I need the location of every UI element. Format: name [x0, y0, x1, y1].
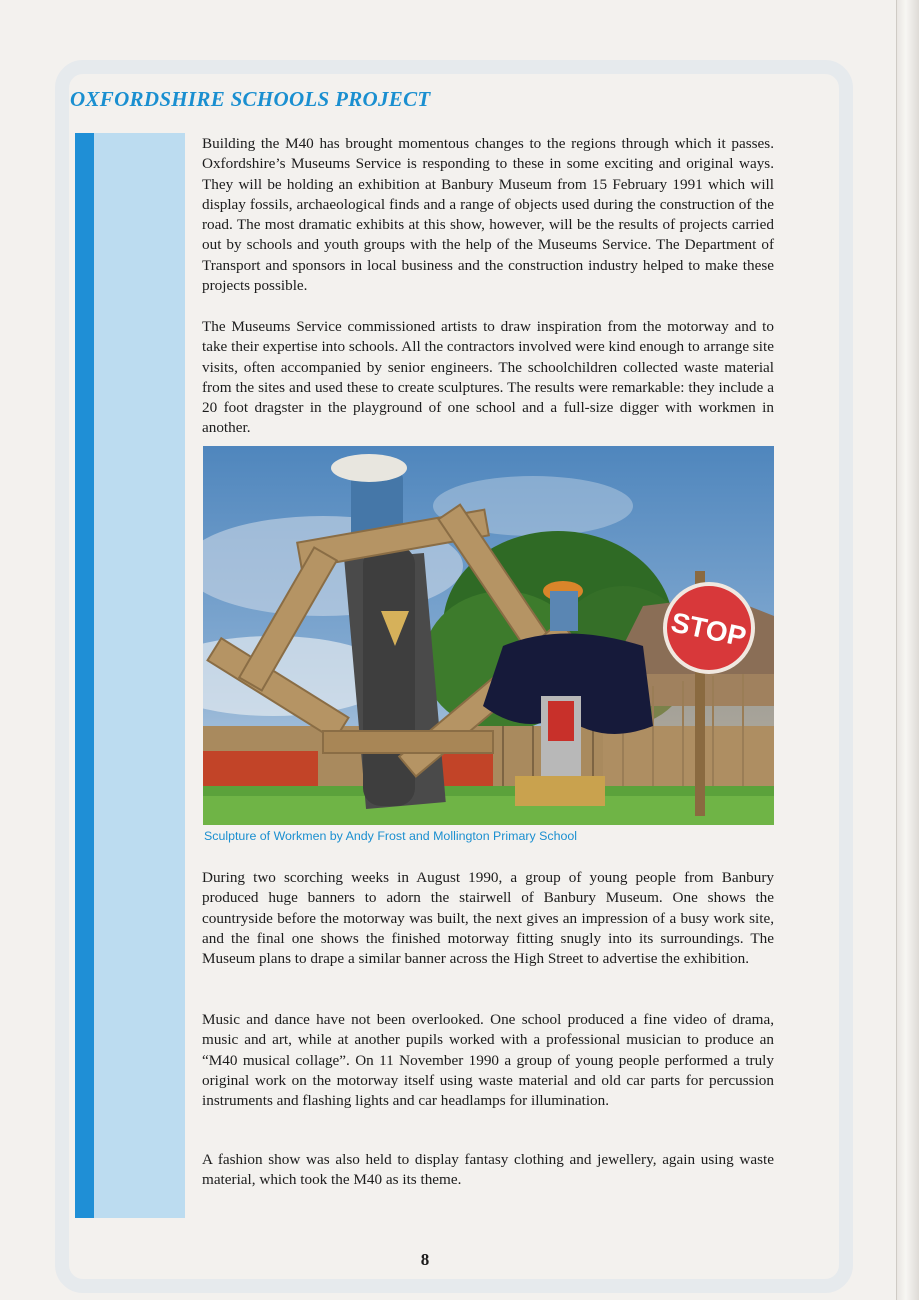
paragraph-artists: The Museums Service commissioned artists to draw inspiration from the motorway and to take their expertise into schools. All the contractors involved were kind enough to arrange site visits, often accompanied by senior engineers. The schoolchildren collected waste material from the sites and used these to create sculptures. The results were remarkable: they include a 20 foot dragster in the playground of one school and a full-size digger with workmen in another.	[202, 318, 774, 437]
stop-sign-text: STOP	[668, 606, 749, 653]
paragraph-banners: During two scorching weeks in August 1990, a group of young people from Banbury produced huge banners to adorn the stairwell of Banbury Museum. One shows the countryside before the motorway was built, the next gives an impression of a busy work site, and the final one shows the finished motorway fitting snugly into its surroundings. The Museum plans to drape a similar banner across the High Street to advertise the exhibition.	[202, 869, 774, 968]
page-edge	[896, 0, 919, 1300]
photo-caption: Sculpture of Workmen by Andy Frost and Mollington Primary School	[204, 829, 578, 843]
page-number: 8	[420, 1250, 430, 1269]
sculpture-photo	[203, 446, 774, 825]
paragraph-intro: Building the M40 has brought momentous changes to the regions through which it passes. Oxfordshire’s Museums Service is responding to these in some exciting and original ways. They will be holding an exhibition at Banbury Museum from 15 February 1991 which will display fossils, archaeological finds and a range of objects used during the construction of the road. The most dramatic exhibits at this show, however, will be the results of projects carried out by schools and youth groups with the help of the Museums Service. The Department of Transport and sponsors in local business and the construction industry helped to make these projects possible.	[202, 135, 774, 295]
sidebar-bar-dark	[75, 133, 94, 1218]
page-title: OXFORDSHIRE SCHOOLS PROJECT	[70, 87, 431, 111]
paragraph-music: Music and dance have not been overlooked. One school produced a fine video of drama, music and art, while at another pupils worked with a professional musician to produce an “M40 musical collage”. On 11 November 1990 a group of young people performed a truly original work on the motorway itself using waste material and old car parts for percussion instruments and flashing lights and car headlamps for illumination.	[202, 1011, 774, 1110]
paragraph-fashion: A fashion show was also held to display fantasy clothing and jewellery, again using waste material, which took the M40 as its theme.	[202, 1151, 774, 1189]
sidebar-bar-light	[94, 133, 185, 1218]
